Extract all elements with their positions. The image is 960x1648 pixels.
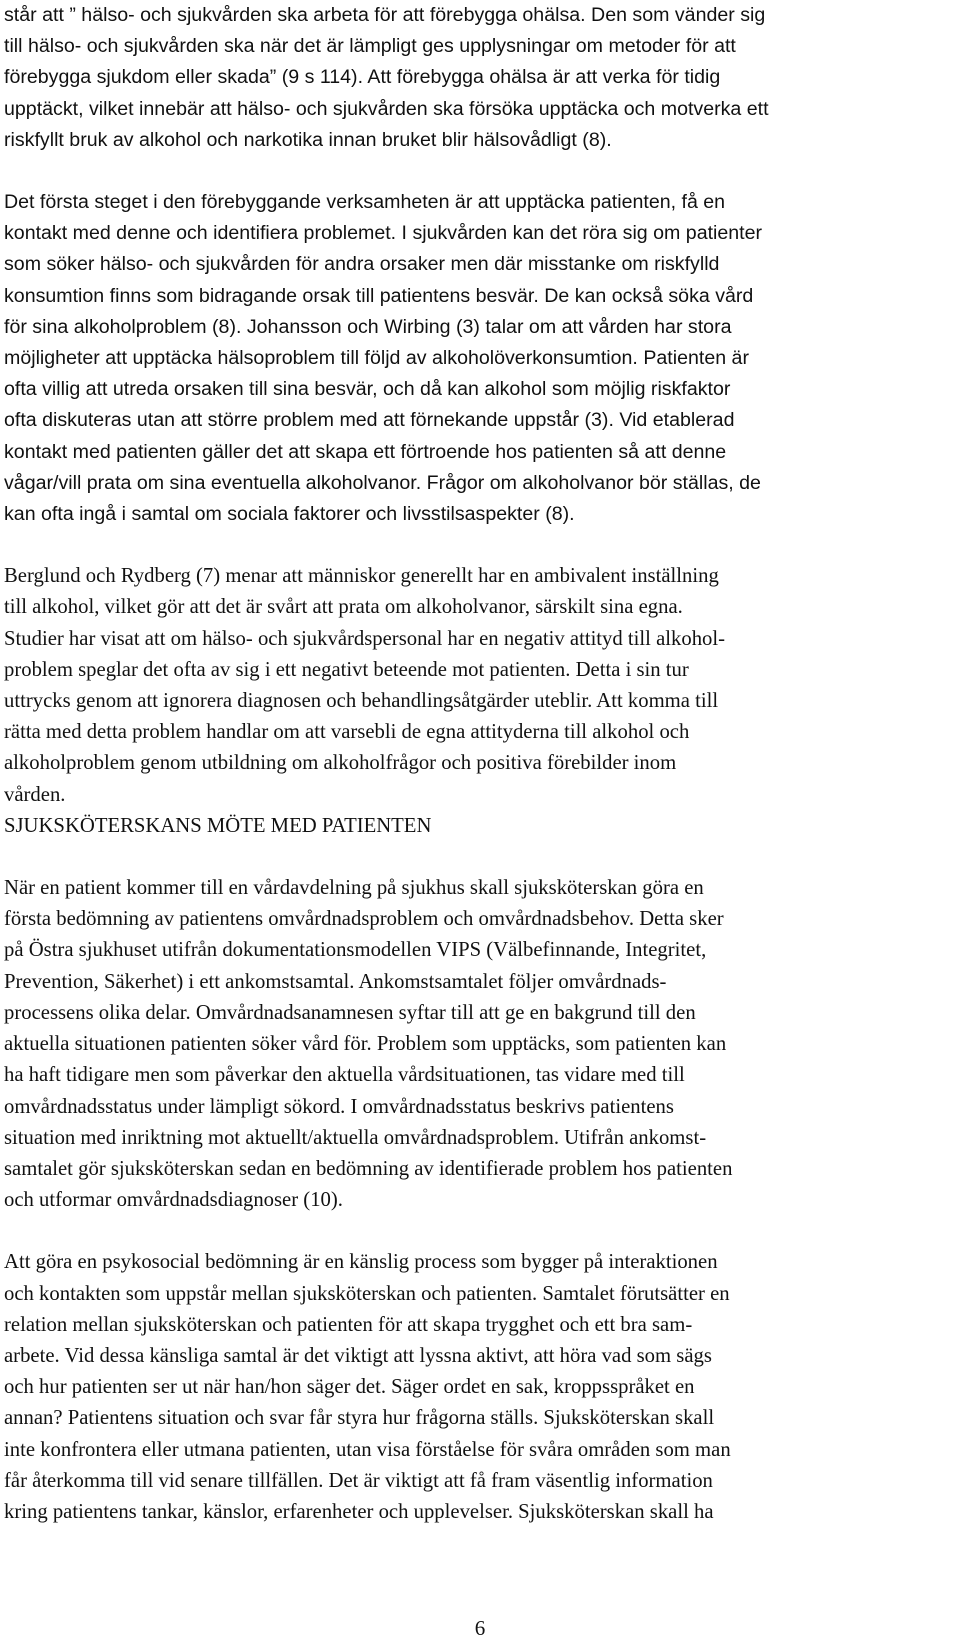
text-line: Studier har visat att om hälso- och sjukvårdspersonal har en negativ attityd till alkohol- bbox=[4, 627, 726, 650]
text-line: samtalet gör sjuksköterskan sedan en bedömning av identifierade problem hos patienten bbox=[4, 1157, 733, 1180]
text-line: för sina alkoholproblem (8). Johansson och Wirbing (3) talar om att vården har stora bbox=[4, 315, 732, 338]
text-line: processens olika delar. Omvårdnadsanamnesen syftar till att ge en bakgrund till den bbox=[4, 1001, 696, 1024]
text-line: till hälso- och sjukvården ska när det är lämpligt ges upplysningar om metoder för att bbox=[4, 35, 736, 58]
text-line: kontakt med denne och identifiera problemet. I sjukvården kan det röra sig om patienter bbox=[4, 222, 763, 245]
text-line: och hur patienten ser ut när han/hon säger det. Säger ordet en sak, kroppsspråket en bbox=[4, 1376, 695, 1399]
text-line: aktuella situationen patienten söker vård för. Problem som upptäcks, som patienten kan bbox=[4, 1033, 727, 1056]
text-line: på Östra sjukhuset utifrån dokumentationsmodellen VIPS (Välbefinnande, Integritet, bbox=[4, 939, 707, 962]
text-line: inte konfrontera eller utmana patienten, utan visa förståelse för svåra områden som man bbox=[4, 1438, 731, 1461]
text-line: vården. bbox=[4, 783, 66, 806]
text-fragment: förebygga sjukdom eller skada” (9 s 114). Att förebygga ohälsa är att verka för tidig bbox=[4, 66, 721, 89]
text-line: konsumtion finns som bidragande orsak till patientens besvär. De kan också söka vård bbox=[4, 284, 754, 307]
text-line: Att göra en psykosocial bedömning är en känslig process som bygger på interaktionen bbox=[4, 1251, 718, 1274]
text-line: uttrycks genom att ignorera diagnosen och behandlingsåtgärder uteblir. Att komma till bbox=[4, 690, 719, 713]
text-line: och utformar omvårdnadsdiagnoser (10). bbox=[4, 1189, 343, 1212]
text-line bbox=[4, 62, 954, 93]
paragraph-5 bbox=[4, 1247, 954, 1528]
text-line: När en patient kommer till en vårdavdelning på sjukhus skall sjuksköterskan göra en bbox=[4, 877, 704, 900]
text-line: rätta med detta problem handlar om att varsebli de egna attityderna till alkohol och bbox=[4, 721, 690, 744]
text-line: annan? Patientens situation och svar får styra hur frågorna ställs. Sjuksköterskan skall bbox=[4, 1407, 715, 1430]
paragraph-2 bbox=[4, 187, 954, 530]
text-line: alkoholproblem genom utbildning om alkoholfrågor och positiva förebilder inom bbox=[4, 752, 677, 775]
text-line: relation mellan sjuksköterskan och patienten för att skapa trygghet och ett bra sam- bbox=[4, 1313, 693, 1336]
text-line: och kontakten som uppstår mellan sjuksköterskan och patienten. Samtalet förutsätter en bbox=[4, 1282, 730, 1305]
text-line: står att ” hälso- och sjukvården ska arbeta för att förebygga ohälsa. Den som vänder sig bbox=[4, 4, 766, 26]
text-line: till alkohol, vilket gör att det är svårt att prata om alkoholvanor, särskilt sina egna. bbox=[4, 596, 683, 619]
text-line: Prevention, Säkerhet) i ett ankomstsamtal. Ankomstsamtalet följer omvårdnads- bbox=[4, 970, 667, 993]
page-number: 6 bbox=[474, 1616, 486, 1640]
text-line: första bedömning av patientens omvårdnadsproblem och omvårdnadsbehov. Detta sker bbox=[4, 908, 724, 931]
paragraph-1 bbox=[4, 0, 954, 156]
text-line: riskfyllt bruk av alkohol och narkotika innan bruket blir hälsovådligt (8). bbox=[4, 128, 612, 151]
text-line: ha haft tidigare men som påverkar den aktuella vårdsituationen, tas vidare med till bbox=[4, 1064, 685, 1087]
text-line: Berglund och Rydberg (7) menar att människor generellt har en ambivalent inställning bbox=[4, 565, 719, 588]
text-line: Det första steget i den förebyggande verksamheten är att upptäcka patienten, få en bbox=[4, 191, 726, 214]
paragraph-3 bbox=[4, 561, 954, 811]
text-line: omvårdnadsstatus under lämpligt sökord. I omvårdnadsstatus beskrivs patientens bbox=[4, 1095, 674, 1118]
text-line: upptäckt, vilket innebär att hälso- och sjukvården ska försöka upptäcka och motverka ett bbox=[4, 97, 769, 120]
text-line: problem speglar det ofta av sig i ett negativt beteende mot patienten. Detta i sin tur bbox=[4, 658, 689, 681]
text-line: möjligheter att upptäcka hälsoproblem till följd av alkoholöverkonsumtion. Patienten är bbox=[4, 347, 749, 370]
section-heading: SJUKSKÖTERSKANS MÖTE MED PATIENTEN bbox=[4, 814, 432, 837]
paragraph-4 bbox=[4, 873, 954, 1216]
text-line: ofta diskuteras utan att större problem med att förnekande uppstår (3). Vid etablerad bbox=[4, 409, 735, 432]
text-line: får återkomma till vid senare tillfällen. Det är viktigt att få fram väsentlig information bbox=[4, 1469, 713, 1492]
text-line: kan ofta ingå i samtal om sociala faktorer och livsstilsaspekter (8). bbox=[4, 503, 575, 526]
document-page bbox=[4, 0, 954, 1528]
text-line: arbete. Vid dessa känsliga samtal är det viktigt att lyssna aktivt, att höra vad som sägs bbox=[4, 1344, 712, 1367]
text-line: kring patientens tankar, känslor, erfarenheter och upplevelser. Sjuksköterskan skall ha bbox=[4, 1500, 714, 1523]
text-line: kontakt med patienten gäller det att skapa ett förtroende hos patienten så att denne bbox=[4, 440, 727, 463]
text-line: vågar/vill prata om sina eventuella alkoholvanor. Frågor om alkoholvanor bör ställas, de bbox=[4, 471, 761, 494]
text-line: situation med inriktning mot aktuellt/aktuella omvårdnadsproblem. Utifrån ankomst- bbox=[4, 1126, 707, 1149]
text-line: som söker hälso- och sjukvården för andra orsaker men där misstanke om riskfylld bbox=[4, 253, 720, 276]
text-line: ofta villig att utreda orsaken till sina besvär, och då kan alkohol som möjlig riskfaktor bbox=[4, 378, 731, 401]
